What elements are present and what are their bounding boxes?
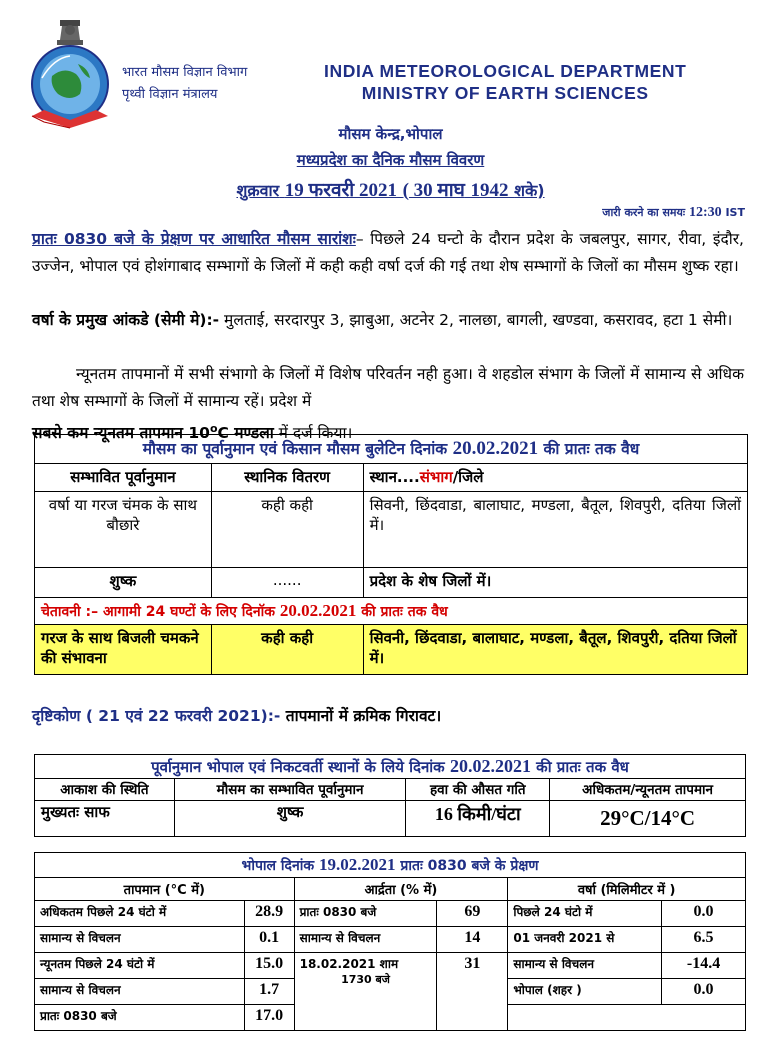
ob-humidity-label: सामान्य से विचलन — [294, 927, 437, 953]
ob-humidity-value: 31 — [437, 953, 508, 1031]
summary-text: – पिछले 24 घन्टो के दौरान प्रदेश के जबलपुर, सागर, रीवा, इंदौर, उज्जेन, भोपाल एवं होशंगाबाद सम्भागों के जिलों में कही कही वर्षा दर्ज की गई तथा शेष सम्भागों के जिलों का मौसम शुष्क रहा। — [32, 230, 744, 275]
rain-heading: वर्षा के प्रमुख आंकडे (सेमी मे):- — [32, 311, 220, 329]
issue-time — [602, 205, 745, 221]
dept-english: INDIA METEOROLOGICAL DEPARTMENT — [324, 61, 687, 81]
bf-sky: मुख्यतः साफ — [35, 801, 175, 837]
observation-title — [35, 853, 746, 878]
bf-header-temp: अधिकतम/न्यूनतम तापमान — [550, 779, 746, 801]
bf-weather: शुष्क — [174, 801, 406, 837]
ob-humidity-label — [294, 953, 437, 1031]
row2-forecast: शुष्क — [35, 568, 212, 598]
ob-title-post: प्रातः 0830 बजे के प्रेक्षण — [400, 858, 539, 874]
rain-text: मुलताई, सरदारपुर 3, झाबुआ, अटनेर 2, नालछा, बागली, खण्डवा, कसरावद, हटा 1 सेमी। — [219, 311, 733, 329]
bhopal-forecast-title — [35, 755, 746, 779]
outlook-text: तापमानों में क्रमिक गिरावट। — [280, 707, 442, 725]
warn-type: गरज के साथ बिजली चमकने की संभावना — [35, 625, 212, 675]
dept-hindi: भारत मौसम विज्ञान विभाग — [122, 65, 248, 80]
ob-title-date: 19.02.2021 — [319, 855, 396, 874]
issue-label: जारी करने का समयः — [602, 206, 686, 219]
row1-forecast: वर्षा या गरज चंमक के साथ बौछारे — [35, 492, 212, 568]
bf-temp: 29°C/14°C — [550, 801, 746, 837]
centre-title: मौसम केन्द्र,भोपाल — [338, 125, 443, 143]
weather-summary — [32, 226, 744, 280]
saka-close: शके) — [514, 181, 545, 200]
col-place-c: /जिले — [452, 468, 484, 486]
row1-places: सिवनी, छिंदवाडा, बालाघाट, मण्डला, बैतूल, शिवपुरी, दतिया जिलों में। — [363, 492, 747, 568]
ob-humidity-label: प्रातः 0830 बजे — [294, 901, 437, 927]
ob-title-pre: भोपाल दिनांक — [241, 858, 315, 874]
ob-temp-value: 28.9 — [244, 901, 294, 927]
temp-text: न्यूनतम तापमानों में सभी संभागो के जिलों में विशेष परिवर्तन नही हुआ। वे शहडोल संभाग के जिलों में सामान्य से अधिक तथा शेष सम्भागों के जिलों में सामान्य रहें। प्रदेश में — [32, 365, 744, 410]
department-names-hindi — [122, 62, 247, 106]
bf-header-weather: मौसम का सम्भावित पूर्वानुमान — [174, 779, 406, 801]
bf-title-date: 20.02.2021 — [449, 756, 531, 776]
report-date — [0, 176, 781, 202]
ob-rain-value: 0.0 — [662, 901, 746, 927]
ob-temp-label: सामान्य से विचलन — [35, 927, 245, 953]
ob-humidity-label-line1: 18.02.2021 शाम — [299, 957, 399, 971]
warn-places: सिवनी, छिंदवाडा, बालाघाट, मण्डला, बैतूल, शिवपुरी, दतिया जिलों में। — [363, 625, 747, 675]
observation-table — [34, 852, 746, 1031]
row2-places: प्रदेश के शेष जिलों में। — [363, 568, 747, 598]
bhopal-forecast-table — [34, 754, 746, 837]
ob-humidity-value: 14 — [437, 927, 508, 953]
forecast-title-post: की प्रातः तक वैध — [543, 440, 640, 458]
saka-year: 1942 — [470, 180, 509, 201]
warn-date: 20.02.2021 — [279, 601, 357, 620]
ob-rain-label: सामान्य से विचलन — [508, 953, 662, 979]
min-temp-end: में दर्ज किया। — [273, 424, 353, 443]
ob-humidity-value: 69 — [437, 901, 508, 927]
ob-temp-value: 17.0 — [244, 1005, 294, 1031]
ob-header-temp: तापमान (°C में) — [35, 878, 295, 901]
forecast-title — [35, 435, 748, 464]
ministry-hindi: पृथ्वी विज्ञान मंत्रालय — [122, 87, 218, 102]
ob-rain-label: 01 जनवरी 2021 से — [508, 927, 662, 953]
bf-header-wind: हवा की औसत गति — [406, 779, 550, 801]
report-title: मध्यप्रदेश का दैनिक मौसम विवरण — [296, 151, 485, 169]
warn-distribution: कही कही — [211, 625, 363, 675]
ob-rain-value: 6.5 — [662, 927, 746, 953]
min-temp-tail: C मण्डला — [217, 424, 274, 443]
bf-title-pre: पूर्वानुमान भोपाल एवं निकटवर्ती स्थानों के लिये दिनांक — [151, 758, 445, 776]
col-forecast: सम्भावित पूर्वानुमान — [35, 464, 212, 492]
issue-zone: IST — [725, 206, 745, 219]
warn-post: की प्रातः तक वैध — [361, 604, 448, 620]
issue-time-value: 12:30 — [688, 205, 722, 220]
report-day: शुक्रवार — [236, 181, 280, 200]
bf-title-post: की प्रातः तक वैध — [536, 758, 629, 776]
outlook — [32, 704, 441, 726]
ob-header-humidity: आर्द्रता (% में) — [294, 878, 508, 901]
ob-temp-label: अधिकतम पिछले 24 घंटो में — [35, 901, 245, 927]
col-place — [363, 464, 747, 492]
ob-temp-value: 15.0 — [244, 953, 294, 979]
ob-rain-value: -14.4 — [662, 953, 746, 979]
warning-title — [35, 598, 748, 625]
ob-rain-label: भोपाल (शहर ) — [508, 979, 662, 1005]
col-distribution: स्थानिक वितरण — [211, 464, 363, 492]
imd-logo — [24, 18, 116, 130]
forecast-title-date: 20.02.2021 — [452, 438, 539, 459]
row2-distribution: ...... — [211, 568, 363, 598]
report-date-value: 19 फरवरी 2021 — [284, 180, 397, 201]
ob-temp-label: न्यूनतम पिछले 24 घंटो में — [35, 953, 245, 979]
ob-header-rain: वर्षा (मिलिमीटर में ) — [508, 878, 746, 901]
department-names-english — [324, 60, 686, 104]
ob-rain-value: 0.0 — [662, 979, 746, 1005]
forecast-table — [34, 434, 748, 675]
ob-rain-empty — [508, 1005, 746, 1031]
bf-wind: 16 किमी/घंटा — [406, 801, 550, 837]
summary-heading: प्रातः 0830 बजे के प्रेक्षण पर आधारित मौसम सारांशः — [32, 230, 356, 248]
ob-humidity-label-line2: 1730 बजे — [341, 973, 390, 986]
col-place-a: स्थान.... — [369, 468, 420, 486]
ob-temp-label: प्रातः 0830 बजे — [35, 1005, 245, 1031]
outlook-label: दृष्टिकोण ( 21 एवं 22 फरवरी 2021):- — [32, 707, 281, 725]
saka-open: ( 30 माघ — [402, 180, 465, 201]
warn-pre: चेतावनी :– आगामी 24 घण्टों के लिए दिनॉक — [41, 604, 275, 620]
row1-distribution: कही कही — [211, 492, 363, 568]
min-temp-lead: सबसे कम न्यूनतम तापमान 10 — [32, 424, 210, 443]
ob-temp-value: 1.7 — [244, 979, 294, 1005]
degree-sign: o — [209, 422, 218, 435]
forecast-title-pre: मौसम का पूर्वानुमान एवं किसान मौसम बुलेटिन दिनांक — [142, 440, 448, 458]
col-place-b: संभाग — [419, 468, 453, 486]
ob-temp-label: सामान्य से विचलन — [35, 979, 245, 1005]
ob-rain-label: पिछले 24 घंटो में — [508, 901, 662, 927]
ob-temp-value: 0.1 — [244, 927, 294, 953]
ministry-english: MINISTRY OF EARTH SCIENCES — [361, 83, 649, 103]
rainfall-summary — [32, 307, 744, 334]
bf-header-sky: आकाश की स्थिति — [35, 779, 175, 801]
